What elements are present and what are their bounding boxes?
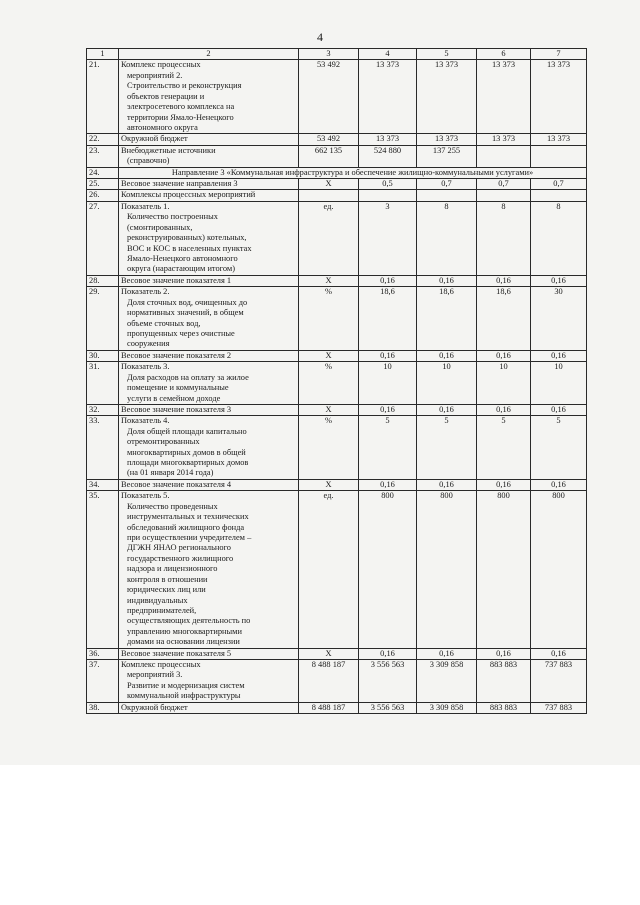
table-row — [87, 479, 587, 490]
description-line: реконструированных) котельных, — [127, 233, 247, 243]
description-line: государственного жилищного — [127, 553, 234, 563]
value-cell: 0,16 — [359, 479, 417, 490]
description-cell — [119, 145, 299, 167]
table-row — [87, 167, 587, 178]
value-cell: 13 373 — [477, 134, 531, 145]
value-cell: 10 — [359, 362, 417, 405]
value-cell: 13 373 — [417, 60, 477, 134]
table-row — [87, 491, 587, 648]
value-cell: 13 373 — [359, 60, 417, 134]
value-cell: Х — [299, 179, 359, 190]
description-line: коммунальной инфраструктуры — [127, 691, 241, 701]
description-line: предпринимателей, — [127, 605, 197, 615]
value-cell: 0,16 — [477, 350, 531, 361]
table-row — [87, 134, 587, 145]
description-line: помещение и коммунальные — [127, 383, 229, 393]
table-row — [87, 60, 587, 134]
description-line: Окружной бюджет — [121, 702, 188, 712]
description-cell — [119, 350, 299, 361]
description-line: индивидуальных — [127, 595, 188, 605]
description-line: осуществляющих деятельность по — [127, 616, 251, 626]
description-line: управлению многоквартирными — [127, 626, 242, 636]
row-number-cell: 28. — [87, 275, 119, 286]
description-cell — [119, 287, 299, 351]
description-line: при осуществлении учредителем – — [127, 532, 252, 542]
value-cell: 8 — [477, 201, 531, 275]
page-number: 4 — [317, 30, 323, 44]
value-cell — [477, 145, 531, 167]
column-number-cell: 5 — [417, 49, 477, 60]
table-row — [87, 660, 587, 703]
table-row — [87, 275, 587, 286]
value-cell: 18,6 — [359, 287, 417, 351]
value-cell: 18,6 — [417, 287, 477, 351]
value-cell: 13 373 — [531, 60, 587, 134]
row-number-cell: 32. — [87, 404, 119, 415]
table-row — [87, 404, 587, 415]
value-cell: 13 373 — [417, 134, 477, 145]
description-line: Весовое значение показателя 2 — [121, 350, 232, 360]
row-number-cell: 37. — [87, 660, 119, 703]
table-row — [87, 179, 587, 190]
description-line: Весовое значение показателя 4 — [121, 479, 232, 489]
description-line: Комплекс процессных — [121, 660, 201, 670]
column-number-cell: 4 — [359, 49, 417, 60]
value-cell: 13 373 — [477, 60, 531, 134]
description-line: (на 01 января 2014 года) — [127, 468, 214, 478]
description-line: отремонтированных — [127, 437, 200, 447]
value-cell: 30 — [531, 287, 587, 351]
value-cell: % — [299, 287, 359, 351]
description-cell — [119, 702, 299, 713]
description-line: мероприятий 3. — [127, 670, 183, 680]
description-line: инструментальных и технических — [127, 512, 249, 522]
row-number-cell: 30. — [87, 350, 119, 361]
value-cell: 0,16 — [477, 479, 531, 490]
description-line: территории Ямало-Ненецкого — [127, 112, 234, 122]
value-cell: 0,16 — [417, 350, 477, 361]
value-cell: 10 — [477, 362, 531, 405]
table-row — [87, 416, 587, 480]
row-number-cell: 24. — [87, 167, 119, 178]
value-cell: 0,16 — [531, 404, 587, 415]
value-cell: 737 883 — [531, 660, 587, 703]
table-body — [87, 49, 587, 714]
description-line: ДГЖН ЯНАО регионального — [127, 543, 231, 553]
description-cell — [119, 404, 299, 415]
value-cell: 8 — [417, 201, 477, 275]
row-number-cell: 21. — [87, 60, 119, 134]
column-number-cell: 3 — [299, 49, 359, 60]
value-cell: 13 373 — [531, 134, 587, 145]
description-line: Доля расходов на оплату за жилое — [127, 372, 249, 382]
description-line: обследований жилищного фонда — [127, 522, 245, 532]
value-cell: 8 488 187 — [299, 702, 359, 713]
row-number-cell: 26. — [87, 190, 119, 201]
value-cell: 0,16 — [417, 479, 477, 490]
description-cell — [119, 479, 299, 490]
row-number-cell: 29. — [87, 287, 119, 351]
value-cell: 0,5 — [359, 179, 417, 190]
value-cell: 10 — [531, 362, 587, 405]
value-cell: 10 — [417, 362, 477, 405]
description-line: (справочно) — [127, 156, 170, 166]
column-number-cell: 7 — [531, 49, 587, 60]
description-line: Комплекс процессных — [121, 60, 201, 70]
value-cell: 5 — [477, 416, 531, 480]
value-cell: 0,16 — [477, 275, 531, 286]
value-cell: ед. — [299, 491, 359, 648]
value-cell: Х — [299, 404, 359, 415]
value-cell — [299, 190, 359, 201]
description-line: Развитие и модернизация систем — [127, 680, 245, 690]
value-cell: 800 — [417, 491, 477, 648]
row-number-cell: 23. — [87, 145, 119, 167]
row-number-cell: 25. — [87, 179, 119, 190]
value-cell: 800 — [531, 491, 587, 648]
description-cell — [119, 362, 299, 405]
value-cell: 3 556 563 — [359, 660, 417, 703]
description-line: пропущенных через очистные — [127, 328, 235, 338]
value-cell: 0,16 — [477, 404, 531, 415]
description-line: (смонтированных, — [127, 222, 193, 232]
value-cell — [531, 145, 587, 167]
row-number-cell: 34. — [87, 479, 119, 490]
value-cell: 5 — [359, 416, 417, 480]
value-cell: 3 — [359, 201, 417, 275]
description-line: округа (нарастающим итогом) — [127, 264, 235, 274]
description-line: сооружения — [127, 339, 170, 349]
description-line: Количество построенных — [127, 212, 218, 222]
description-line: площади многоквартирных домов — [127, 458, 249, 468]
description-line: Весовое значение направления 3 — [121, 179, 238, 189]
description-line: Внебюджетные источники — [121, 145, 216, 155]
value-cell: 8 — [531, 201, 587, 275]
row-number-cell: 27. — [87, 201, 119, 275]
description-line: ВОС и КОС в населенных пунктах — [127, 243, 252, 253]
value-cell: 0,16 — [531, 275, 587, 286]
table-row — [87, 201, 587, 275]
value-cell: 0,16 — [531, 479, 587, 490]
value-cell: 662 135 — [299, 145, 359, 167]
value-cell: 0,16 — [359, 648, 417, 659]
description-line: Комплексы процессных мероприятий — [121, 190, 256, 200]
value-cell: 0,16 — [359, 275, 417, 286]
description-line: объектов генерации и — [127, 91, 205, 101]
description-line: Весовое значение показателя 5 — [121, 648, 232, 658]
description-line: Доля сточных вод, очищенных до — [127, 297, 248, 307]
value-cell: 0,7 — [477, 179, 531, 190]
table-row — [87, 287, 587, 351]
value-cell: 0,16 — [531, 350, 587, 361]
description-line: Показатель 1. — [121, 201, 170, 211]
description-line: контроля в отношении — [127, 574, 208, 584]
value-cell: 3 309 858 — [417, 702, 477, 713]
value-cell: Х — [299, 648, 359, 659]
table-row — [87, 702, 587, 713]
table-row — [87, 190, 587, 201]
value-cell: 0,16 — [359, 404, 417, 415]
description-line: электросетевого комплекса на — [127, 102, 235, 112]
value-cell: 0,7 — [531, 179, 587, 190]
indicators-table — [86, 48, 587, 714]
value-cell: 0,16 — [417, 275, 477, 286]
value-cell: 0,7 — [417, 179, 477, 190]
value-cell: 800 — [477, 491, 531, 648]
description-cell — [119, 416, 299, 480]
value-cell: Х — [299, 479, 359, 490]
value-cell: 3 309 858 — [417, 660, 477, 703]
description-line: Показатель 3. — [121, 362, 170, 372]
section-heading-cell: Направление 3 «Коммунальная инфраструктура и обеспечение жилищно-коммунальными услугами» — [119, 167, 587, 178]
value-cell: % — [299, 416, 359, 480]
description-line: Окружной бюджет — [121, 134, 188, 144]
description-line: Строительство и реконструкция — [127, 81, 242, 91]
value-cell: Х — [299, 350, 359, 361]
description-cell — [119, 491, 299, 648]
description-line: нормативных значений, в общем — [127, 308, 244, 318]
column-number-cell: 2 — [119, 49, 299, 60]
value-cell: 5 — [417, 416, 477, 480]
value-cell — [531, 190, 587, 201]
description-line: Показатель 2. — [121, 287, 170, 297]
row-number-cell: 33. — [87, 416, 119, 480]
value-cell: 0,16 — [417, 648, 477, 659]
value-cell: 737 883 — [531, 702, 587, 713]
description-line: Показатель 5. — [121, 491, 170, 501]
description-cell — [119, 660, 299, 703]
description-line: надзора и лицензионного — [127, 564, 218, 574]
description-cell — [119, 190, 299, 201]
description-cell — [119, 60, 299, 134]
description-cell — [119, 134, 299, 145]
description-line: Количество проведенных — [127, 501, 218, 511]
value-cell: 3 556 563 — [359, 702, 417, 713]
description-line: Ямало-Ненецкого автономного — [127, 254, 238, 264]
value-cell: 0,16 — [417, 404, 477, 415]
description-line: мероприятий 2. — [127, 70, 183, 80]
description-line: Весовое значение показателя 1 — [121, 275, 232, 285]
value-cell: 883 883 — [477, 702, 531, 713]
value-cell: % — [299, 362, 359, 405]
value-cell: 5 — [531, 416, 587, 480]
column-number-cell: 6 — [477, 49, 531, 60]
value-cell: 0,16 — [359, 350, 417, 361]
value-cell: 53 492 — [299, 134, 359, 145]
table-row — [87, 145, 587, 167]
description-cell — [119, 201, 299, 275]
value-cell: 53 492 — [299, 60, 359, 134]
value-cell: 0,16 — [477, 648, 531, 659]
table-row — [87, 648, 587, 659]
table-row — [87, 350, 587, 361]
description-line: Показатель 4. — [121, 416, 170, 426]
description-line: Доля общей площади капитально — [127, 426, 247, 436]
row-number-cell: 31. — [87, 362, 119, 405]
description-cell — [119, 179, 299, 190]
description-cell — [119, 648, 299, 659]
description-line: юридических лиц или — [127, 585, 206, 595]
table-row — [87, 362, 587, 405]
description-line: Весовое значение показателя 3 — [121, 404, 232, 414]
value-cell: 137 255 — [417, 145, 477, 167]
value-cell — [417, 190, 477, 201]
row-number-cell: 36. — [87, 648, 119, 659]
column-number-cell: 1 — [87, 49, 119, 60]
value-cell: 0,16 — [531, 648, 587, 659]
row-number-cell: 35. — [87, 491, 119, 648]
value-cell: 13 373 — [359, 134, 417, 145]
row-number-cell: 38. — [87, 702, 119, 713]
value-cell: 18,6 — [477, 287, 531, 351]
value-cell: 524 880 — [359, 145, 417, 167]
description-line: объеме сточных вод, — [127, 318, 201, 328]
value-cell: ед. — [299, 201, 359, 275]
row-number-cell: 22. — [87, 134, 119, 145]
description-cell — [119, 275, 299, 286]
value-cell: 883 883 — [477, 660, 531, 703]
column-number-row — [87, 49, 587, 60]
description-line: домами на основании лицензии — [127, 637, 240, 647]
value-cell — [359, 190, 417, 201]
value-cell: Х — [299, 275, 359, 286]
description-line: услуги в семейном доходе — [127, 393, 221, 403]
description-line: многоквартирных домов в общей — [127, 447, 246, 457]
value-cell: 8 488 187 — [299, 660, 359, 703]
value-cell — [477, 190, 531, 201]
value-cell: 800 — [359, 491, 417, 648]
description-line: автономного округа — [127, 122, 198, 132]
